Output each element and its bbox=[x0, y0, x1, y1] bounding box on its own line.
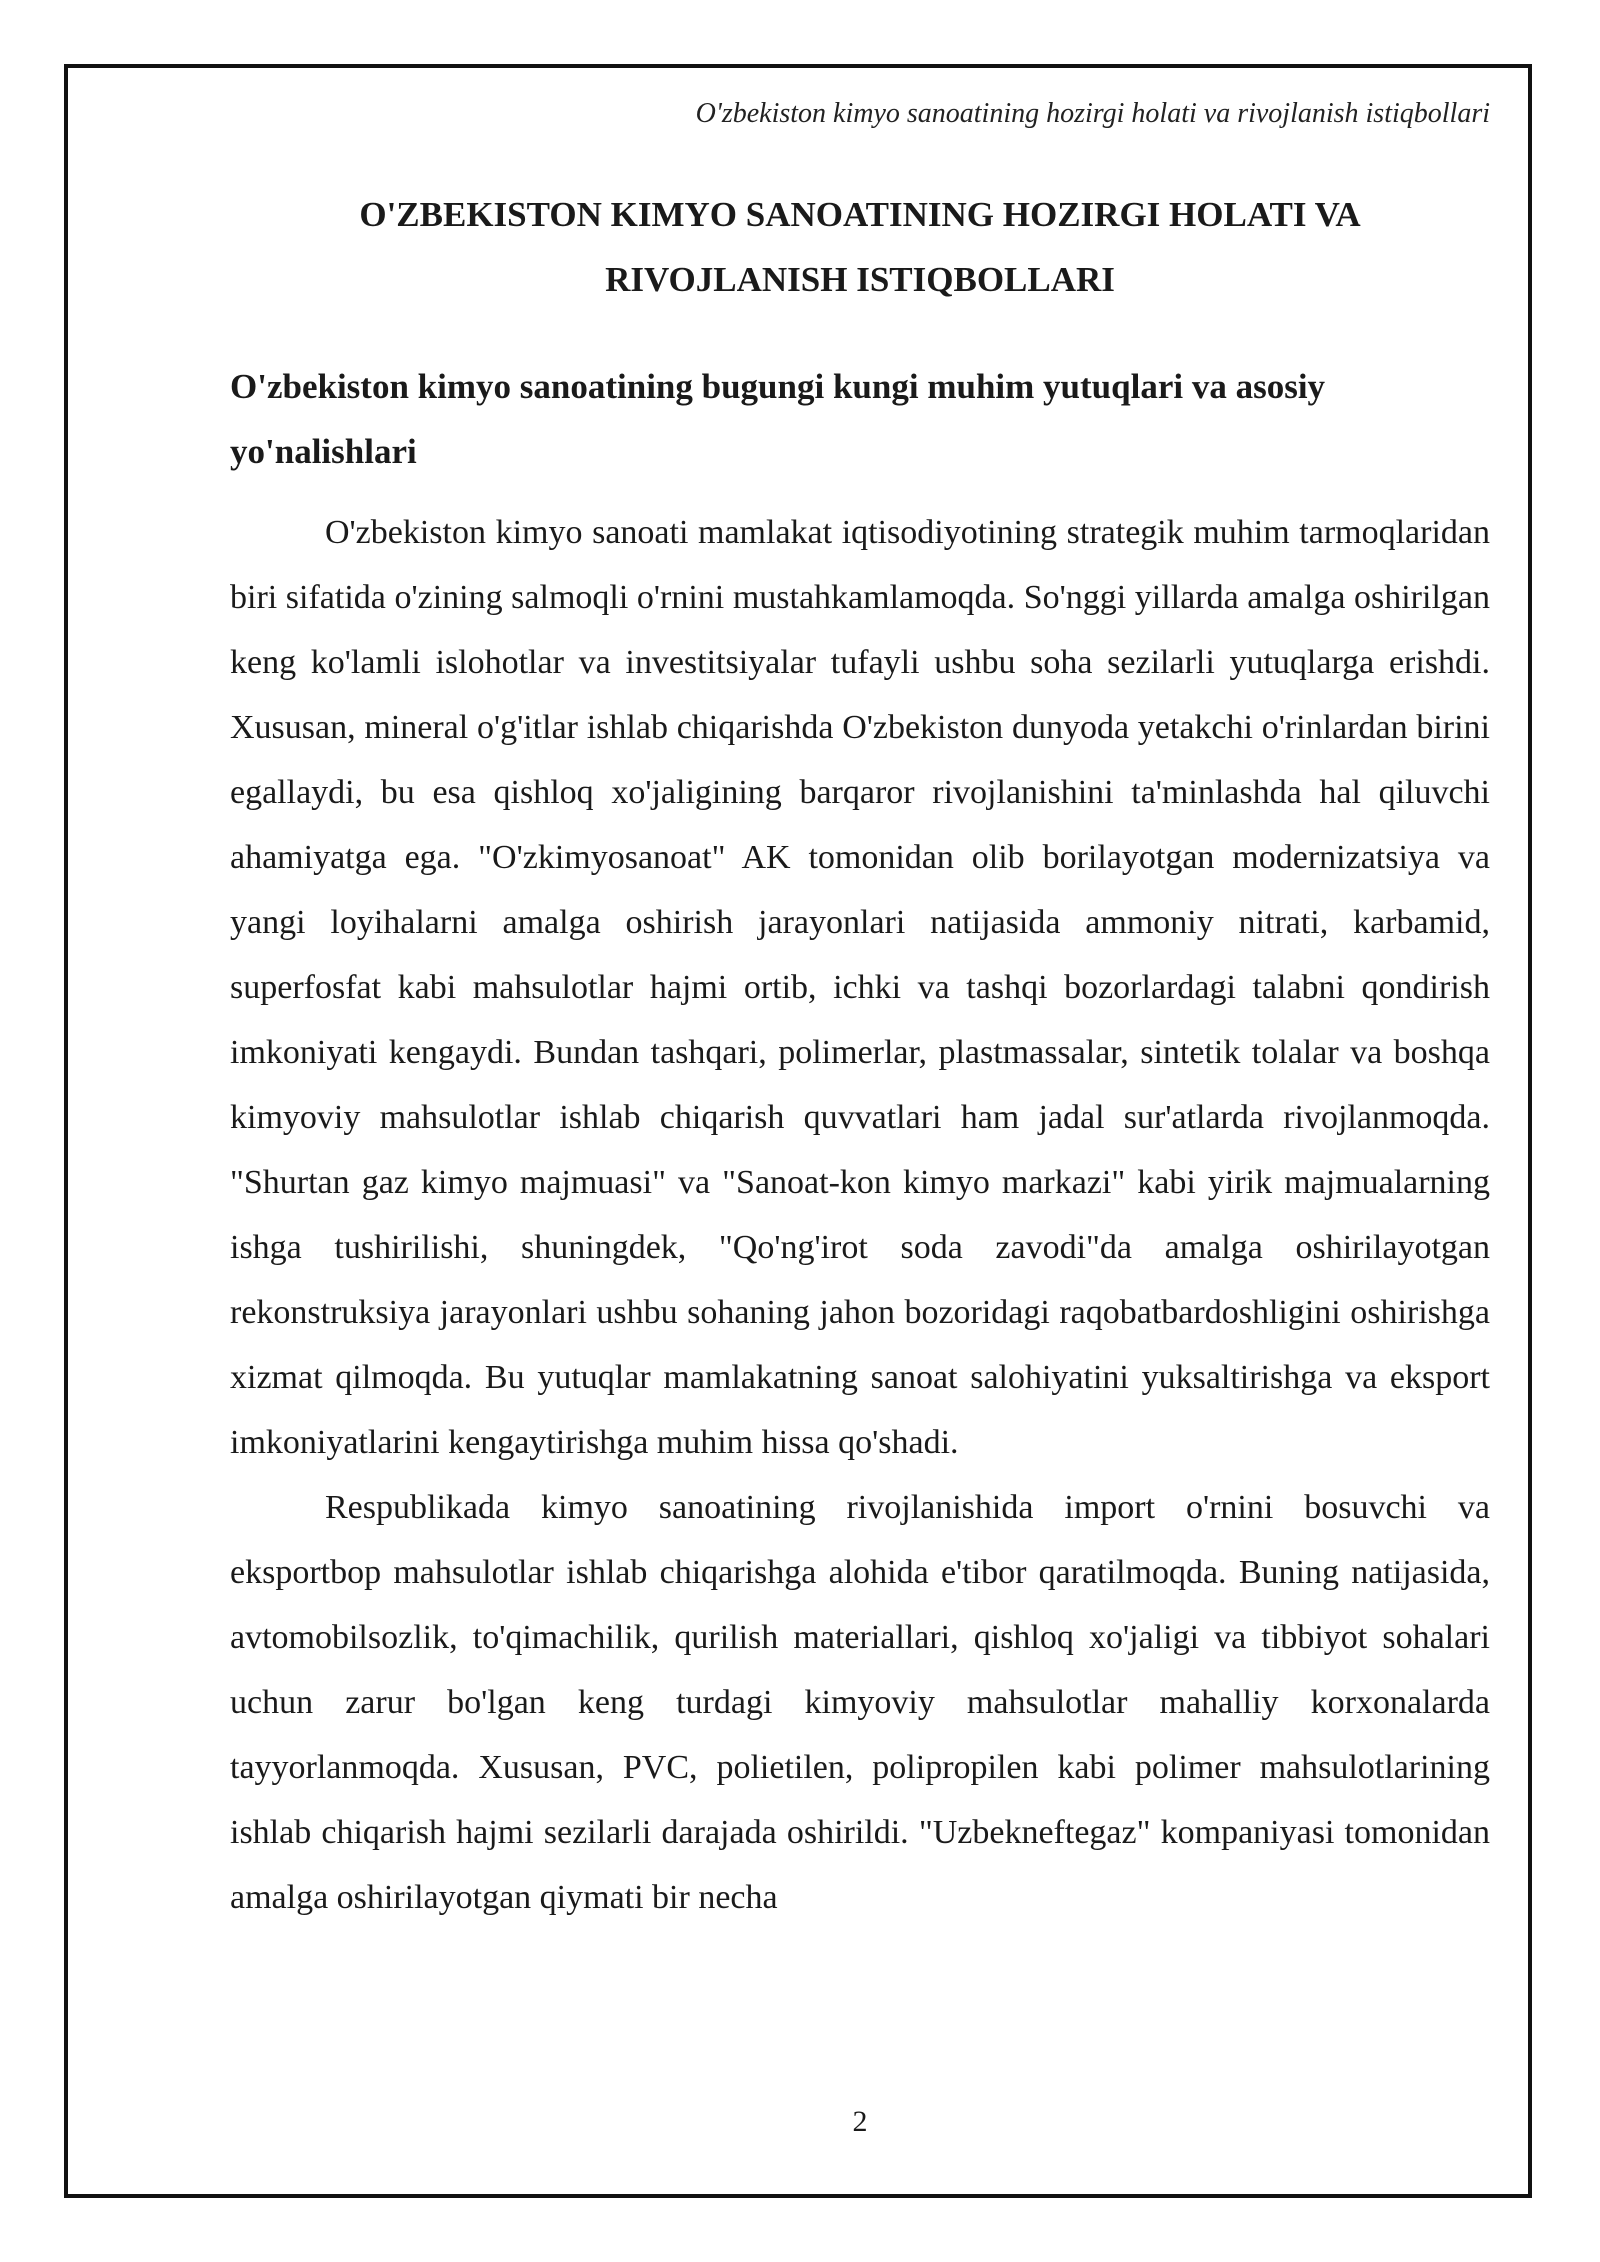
section-heading-line-2: yo'nalishlari bbox=[230, 432, 417, 471]
body-text bbox=[230, 500, 1490, 1930]
section-heading-line-1: O'zbekiston kimyo sanoatining bugungi kungi muhim yutuqlari va asosiy bbox=[230, 367, 1326, 406]
running-header: O'zbekiston kimyo sanoatining hozirgi holati va rivojlanish istiqbollari bbox=[695, 98, 1490, 129]
paragraph-1: O'zbekiston kimyo sanoati mamlakat iqtisodiyotining strategik muhim tarmoqlaridan biri sifatida o'zining salmoqli o'rnini mustahkamlamoqda. So'nggi yillarda amalga oshirilgan keng ko'lamli islohotlar va investitsiyalar tufayli ushbu soha sezilarli yutuqlarga erishdi. Xususan, mineral o'g'itlar ishlab chiqarishda O'zbekiston dunyoda yetakchi o'rinlardan birini egallaydi, bu esa qishloq xo'jaligining barqaror rivojlanishini ta'minlashda hal qiluvchi ahamiyatga ega. "O'zkimyosanoat" AK tomonidan olib borilayotgan modernizatsiya va yangi loyihalarni amalga oshirish jarayonlari natijasida ammoniy nitrati, karbamid, superfosfat kabi mahsulotlar hajmi ortib, ichki va tashqi bozorlardagi talabni qondirish imkoniyati kengaydi. Bundan tashqari, polimerlar, plastmassalar, sintetik tolalar va boshqa kimyoviy mahsulotlar ishlab chiqarish quvvatlari ham jadal sur'atlarda rivojlanmoqda. "Shurtan gaz kimyo majmuasi" va "Sanoat-kon kimyo markazi" kabi yirik majmualarning ishga tushirilishi, shuningdek, "Qo'ng'irot soda zavodi"da amalga oshirilayotgan rekonstruksiya jarayonlari ushbu sohaning jahon bozoridagi raqobatbardoshligini oshirishga xizmat qilmoqda. Bu yutuqlar mamlakatning sanoat salohiyatini yuksaltirishga va eksport imkoniyatlarini kengaytirishga muhim hissa qo'shadi. bbox=[230, 514, 1490, 1461]
document-title-line-1: O'ZBEKISTON KIMYO SANOATINING HOZIRGI HOLATI VA bbox=[359, 195, 1361, 234]
document-title bbox=[230, 182, 1490, 312]
page-number: 2 bbox=[852, 2105, 868, 2138]
paragraph-2: Respublikada kimyo sanoatining rivojlanishida import o'rnini bosuvchi va eksportbop mahsulotlar ishlab chiqarishga alohida e'tibor qaratilmoqda. Buning natijasida, avtomobilsozlik, to'qimachilik, qurilish materiallari, qishloq xo'jaligi va tibbiyot sohalari uchun zarur bo'lgan keng turdagi kimyoviy mahsulotlar mahalliy korxonalarda tayyorlanmoqda. Xususan, PVC, polietilen, polipropilen kabi polimer mahsulotlarining ishlab chiqarish hajmi sezilarli darajada oshirildi. "Uzbekneftegaz" kompaniyasi tomonidan amalga oshirilayotgan qiymati bir necha bbox=[230, 1489, 1490, 1916]
section-heading bbox=[230, 354, 1490, 484]
document-title-line-2: RIVOJLANISH ISTIQBOLLARI bbox=[605, 260, 1115, 299]
